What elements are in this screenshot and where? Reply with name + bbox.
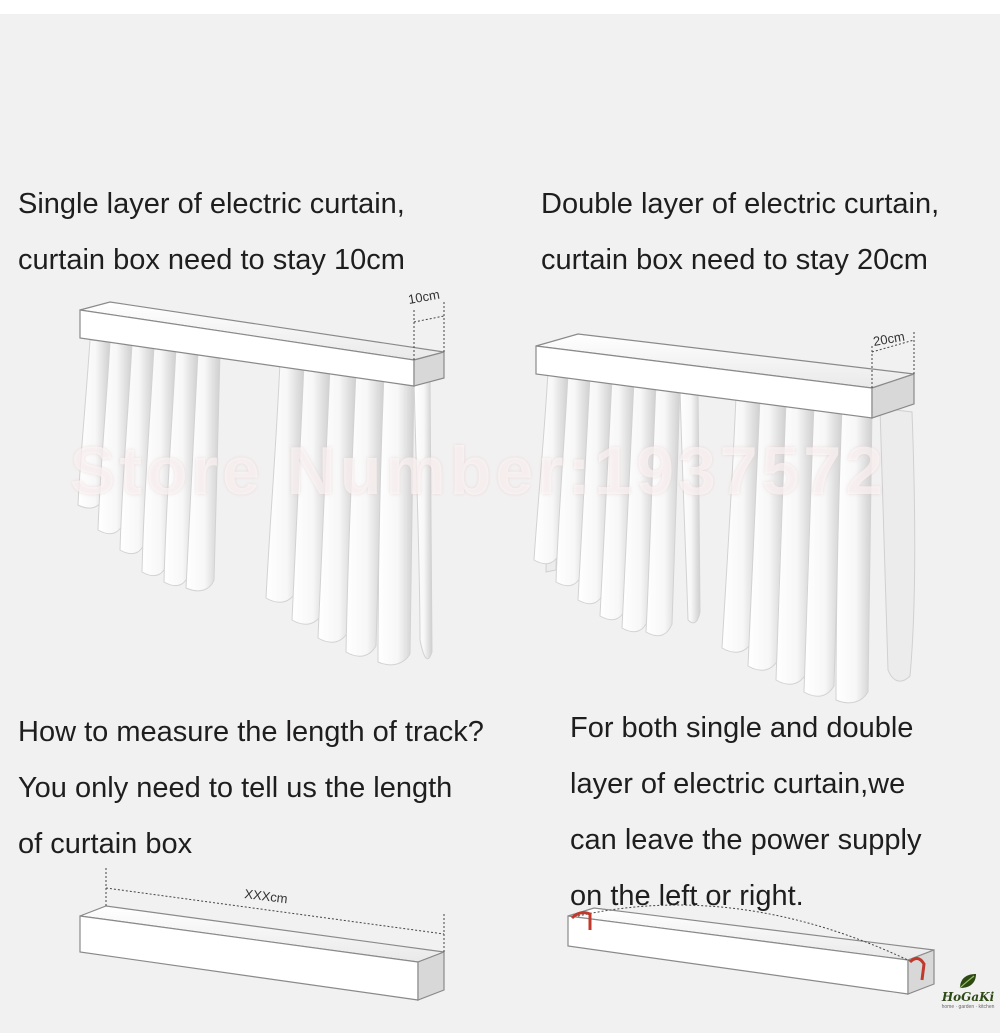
leaf-logo-icon	[957, 972, 979, 990]
double-depth-label: 20cm	[871, 328, 906, 349]
caption-line: How to measure the length of track?	[18, 716, 484, 748]
caption-line: Single layer of electric curtain,	[18, 188, 405, 220]
caption-line: layer of electric curtain,we	[570, 768, 906, 800]
caption-line: Double layer of electric curtain,	[541, 188, 940, 220]
brand-name: HoGaKi	[941, 990, 995, 1004]
single-depth-label: 10cm	[406, 286, 441, 307]
double-layer-caption	[541, 176, 939, 288]
caption-line: For both single and double	[570, 712, 914, 744]
track-length-illustration	[80, 866, 444, 1000]
caption-line: of curtain box	[18, 828, 193, 860]
double-layer-illustration	[534, 329, 915, 703]
caption-line: curtain box need to stay 10cm	[18, 244, 405, 276]
track-curtain-box	[80, 906, 444, 1000]
caption-line: can leave the power supply	[570, 824, 922, 856]
brand-logo	[938, 972, 998, 1030]
single-right-curtain-panel	[266, 362, 432, 665]
single-layer-illustration	[78, 287, 444, 665]
track-length-label: XXXcm	[243, 886, 289, 907]
measure-track-caption	[18, 704, 484, 872]
caption-line: You only need to tell us the length	[18, 772, 453, 804]
brand-tagline: home · garden · kitchen	[941, 1004, 995, 1010]
caption-line: on the left or right.	[570, 880, 804, 912]
single-layer-caption	[18, 176, 405, 288]
caption-line: curtain box need to stay 20cm	[541, 244, 928, 276]
single-left-curtain-panel	[78, 340, 220, 591]
store-watermark: Store Number:1937572	[70, 433, 888, 509]
double-right-curtain-panel	[722, 396, 872, 703]
double-left-curtain-panel	[534, 372, 700, 636]
power-supply-caption	[570, 700, 921, 924]
